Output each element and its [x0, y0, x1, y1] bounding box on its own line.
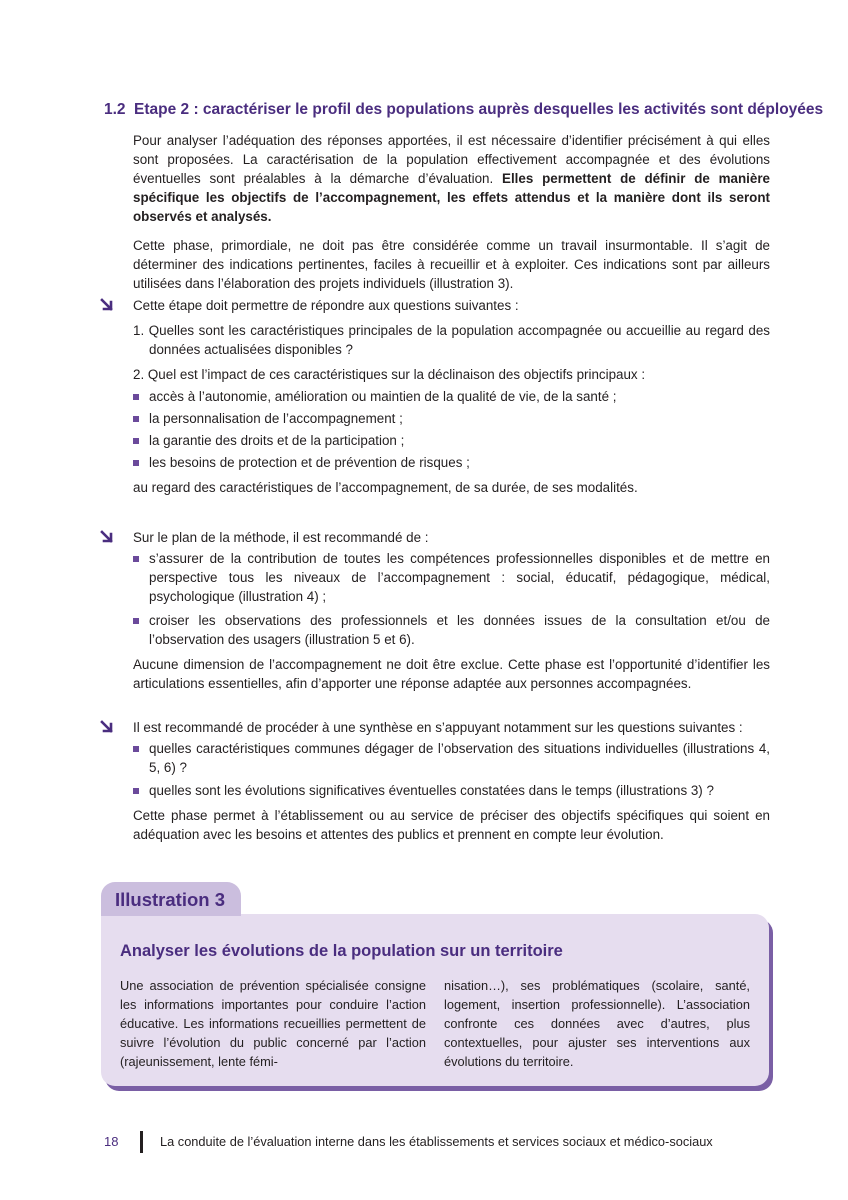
list-item-text: la personnalisation de l’accompagnement ; — [149, 411, 403, 426]
block-questions-lead: Cette étape doit permettre de répondre aux questions suivantes : — [133, 298, 519, 313]
illustration-column-right: nisation…), ses problématiques (scolaire, santé, logement, insertion professionnelle). L’association confronte ces données avec d’autres, plus contextuelles, pour ajuster ses interventions aux évolutions du territoire. — [444, 978, 750, 1069]
list-item — [133, 409, 770, 428]
intro-text: Pour analyser l’adéquation des réponses apportées, il est nécessaire d’identifier précisément à qui elles sont proposées. La caractérisation de la population effectivement accompagnée et des évolutions éventuelles sont préalables à la démarche d’évaluation. — [133, 133, 770, 186]
intro — [133, 131, 770, 293]
block-synthesis — [133, 718, 770, 844]
arrow-down-right-icon — [100, 720, 114, 734]
square-bullet-icon — [133, 460, 139, 466]
question-1: 1. Quelles sont les caractéristiques principales de la population accompagnée ou accueillie au regard des données actualisées disponibles ? — [133, 323, 770, 357]
square-bullet-icon — [133, 438, 139, 444]
illustration-column-left: Une association de prévention spécialisée consigne les informations importantes pour conduire l’action éducative. Les informations recueillies permettent de suivre l’évolution du public concerné par l’action (rajeunissement, lente fémi- — [120, 978, 426, 1069]
intro-paragraph-1 — [133, 131, 770, 226]
list-item-text: la garantie des droits et de la participation ; — [149, 433, 405, 448]
list-item-text: croiser les observations des professionnels et les données issues de la consultation et/ou de l’observation des usagers (illustration 5 et 6). — [149, 613, 770, 647]
square-bullet-icon — [133, 556, 139, 562]
block-questions-closing: au regard des caractéristiques de l’accompagnement, de sa durée, de ses modalités. — [133, 480, 638, 495]
block-synthesis-closing: Cette phase permet à l’établissement ou au service de préciser des objectifs spécifiques qui soient en adéquation avec les besoins et attentes des publics et prennent en compte leur évolution. — [133, 808, 770, 842]
list-item — [133, 549, 770, 606]
section-title-text: Etape 2 : caractériser le profil des populations auprès desquelles les activités sont déployées — [134, 101, 824, 118]
objectives-list — [133, 387, 770, 472]
list-item — [133, 781, 770, 800]
list-item-text: accès à l’autonomie, amélioration ou maintien de la qualité de vie, de la santé ; — [149, 389, 617, 404]
page-number: 18 — [104, 1134, 119, 1149]
question-2: 2. Quel est l’impact de ces caractéristiques sur la déclinaison des objectifs principaux : — [133, 367, 646, 382]
block-questions — [133, 296, 770, 497]
intro-bold-text: Elles permettent de définir de manière spécifique les objectifs de l’accompagnement, les effets attendus et la manière dont ils seront observés et analysés. — [133, 171, 770, 224]
list-item — [133, 739, 770, 777]
arrow-down-right-icon — [100, 530, 114, 544]
illustration-tab: Illustration 3 — [101, 882, 241, 916]
arrow-down-right-icon — [100, 298, 114, 312]
square-bullet-icon — [133, 746, 139, 752]
square-bullet-icon — [133, 416, 139, 422]
section-number: 1.2 — [104, 101, 126, 118]
list-item-text: quelles sont les évolutions significatives éventuelles constatées dans le temps (illustrations 3) ? — [149, 783, 714, 798]
block-method — [133, 528, 770, 693]
footer-title: La conduite de l’évaluation interne dans les établissements et services sociaux et médico-sociaux — [160, 1134, 713, 1149]
square-bullet-icon — [133, 618, 139, 624]
square-bullet-icon — [133, 788, 139, 794]
list-item-text: s’assurer de la contribution de toutes les compétences professionnelles disponibles et de mettre en perspective tous les niveaux de l’accompagnement : social, éducatif, pédagogique, médical, psychologique (illustration 4) ; — [149, 551, 770, 604]
intro-paragraph-2: Cette phase, primordiale, ne doit pas être considérée comme un travail insurmontable. Il s’agit de déterminer des indications pertinentes, faciles à recueillir et à exploiter. Ces indications sont par ailleurs utilisées dans l’élaboration des projets individuels (illustration 3). — [133, 238, 770, 291]
list-item-text: les besoins de protection et de prévention de risques ; — [149, 455, 470, 470]
section-title — [104, 100, 824, 120]
footer-divider — [140, 1131, 143, 1153]
list-item — [133, 611, 770, 649]
synthesis-list — [133, 739, 770, 800]
block-synthesis-lead: Il est recommandé de procéder à une synthèse en s’appuyant notamment sur les questions suivantes : — [133, 720, 743, 735]
list-item — [133, 453, 770, 472]
list-item — [133, 431, 770, 450]
block-method-closing: Aucune dimension de l’accompagnement ne doit être exclue. Cette phase est l’opportunité d’identifier les articulations essentielles, afin d’apporter une réponse adaptée aux personnes accompagnées. — [133, 657, 770, 691]
method-list — [133, 549, 770, 649]
square-bullet-icon — [133, 394, 139, 400]
illustration-title: Analyser les évolutions de la population sur un territoire — [120, 942, 563, 960]
list-item-text: quelles caractéristiques communes dégager de l’observation des situations individuelles (illustrations 4, 5, 6) ? — [149, 741, 770, 775]
block-method-lead: Sur le plan de la méthode, il est recommandé de : — [133, 530, 429, 545]
list-item — [133, 387, 770, 406]
